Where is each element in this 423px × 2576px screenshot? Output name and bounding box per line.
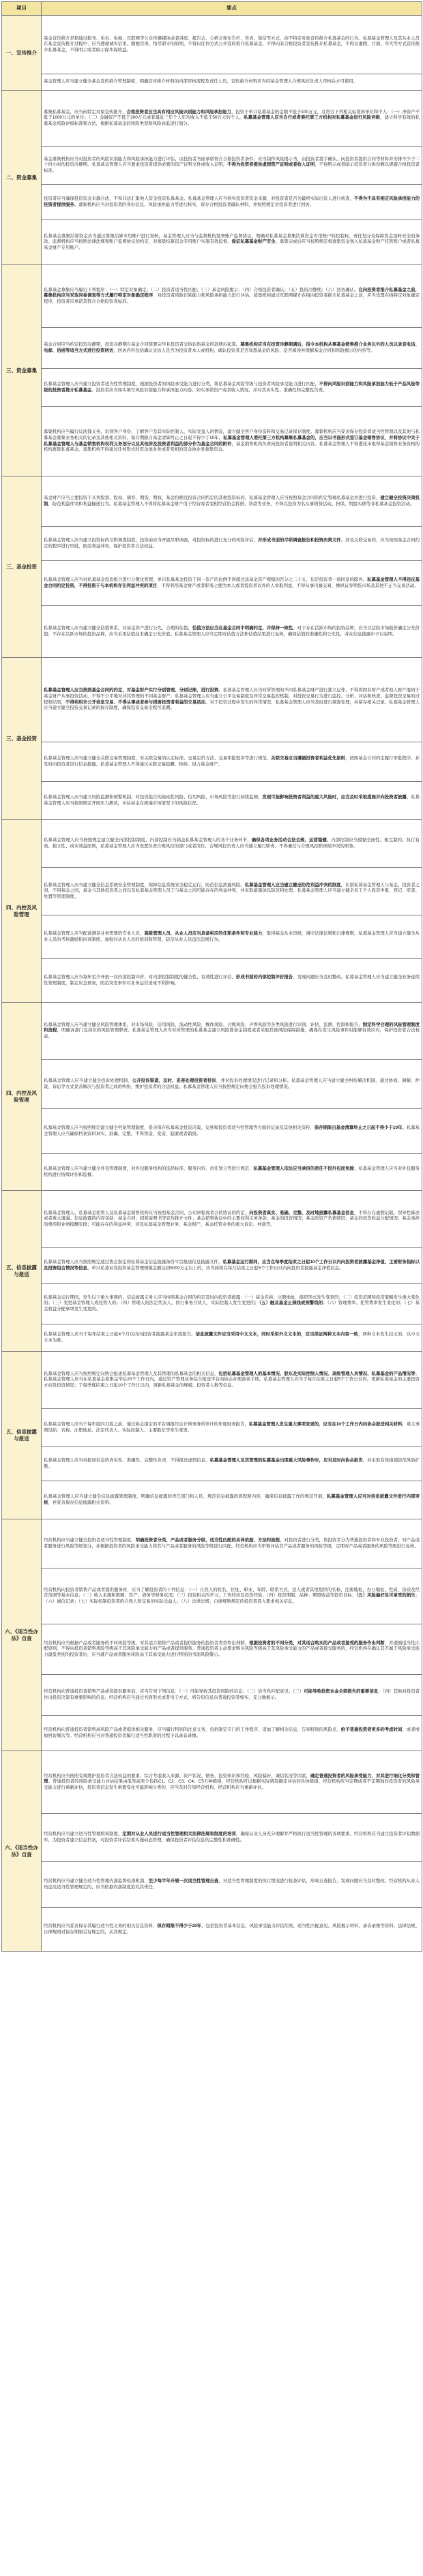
- requirement-text: 私募基金管理人应当建立健全风险管理体系，对市场风险、信用风险、流动性风险、操作风险、合规风险、声誉风险等各类风险进行识别、评估、监测、控制和报告，制定科学合理的风险管理制度和流程，明确各部门及岗位的风险管理职责。私募基金管理人应当对所管理的私募基金建立风险准备金制度或者采取其他风险保障措施，确保在发生风险事件时能够有效应对，保护投资者合法权益。: [42, 1003, 422, 1060]
- requirement-text: 私募基金管理人应当按照基金合同的约定，对基金财产实行分别管理、分别记账，进行投资。私募基金管理人应当对所管理的不同私募基金财产进行独立运作，不得将固有财产或者他人财产混同于基金财产从事投资活动，不得不公平地对待其管理的不同基金财产。私募基金管理人应当建立公平交易制度及异常交易监控机制，对投资交易行为进行监控、分析、评估和核查，监督投资交易的过程和结果，不得利用未公开信息交易、不得从事或者参与损害投资者利益的交易活动。对于投资过程中发生的异常情况，私募基金管理人应当及时进行调查处理，并留存相关记录。私募基金管理人应当建立健全投资交易记录的保存制度，确保投资交易全程可追溯。: [42, 658, 422, 742]
- requirement-text: 私募基金管理人应当建立健全投诉处理机制，公开投诉渠道，及时、妥善处理投资者投诉，并对投诉处理情况进行记录和分析。私募基金管理人应当建立健全纠纷解决机制，通过协商、调解、仲裁、诉讼等方式妥善解决与投资者之间的纠纷，维护投资者的合法权益。私募基金管理人应当按照规定向协会报告投诉处理情况。: [42, 1060, 422, 1109]
- requirement-text: 基金合同应当约定投资冷静期，投资冷静期自基金合同签署完毕且投资者交纳认购基金的款项后起算。募集机构应当在投资冷静期满后，指令本机构从事基金销售推介业务以外的人员以录音电话、电邮、信函等适当方式进行投资回访，回访内容包括确认受访人是否为投资者本人或机构，确认投资者是否知悉基金的风险、是否阅读并理解基金合同和风险揭示的内容等。: [42, 328, 422, 369]
- table-row: [2, 1003, 422, 1060]
- table-row: [2, 1248, 422, 1284]
- requirement-text: 基金管理人应当建立健全基金宣传推介管理制度，明确宣传推介材料的内部审核流程及责任人员，宣传推介材料应当经基金管理人合规风控负责人审核后方可使用。: [42, 74, 422, 91]
- table-row: [2, 1191, 422, 1248]
- table-row: [2, 1284, 422, 1324]
- section-label: 四、内控及风险管理: [2, 820, 42, 1003]
- requirement-text: 基金宣传推介是指通过报刊、电台、电视、互联网等公众传播媒体或者讲座、报告会、分析会和布告栏、传真、短信等方式，向不特定对象宣传推介私募基金的行为。私募基金管理人及其从业人员在基金宣传推介过程中，应当遵循诚实信用、勤勉尽责、恪尽职守的原则，不得以任何方式公开宣传推介私募基金，不得向非合格投资者宣传推介私募基金，不得以虚假、片面、夸大等方式宣传推介私募基金，不得明示或者暗示保本保收益。: [42, 16, 422, 74]
- section-label: 四、内控及风险管理: [2, 1003, 42, 1191]
- column-header-item: 项目: [2, 2, 42, 16]
- requirement-text: 经营机构应当按照有效维护投资者合法权益的要求，综合考虑收入来源、资产状况、债务、投资知识和经验、风险偏好、诚信状况等因素，确定普通投资者的风险承受能力，对其进行细化分类和管理。普通投资者的风险承受能力评估结果由低至高至少包括C1、C2、C3、C4、C5五种级别，经营机构可以根据实际情况确定评估的具体级别。经营机构应当定期或者不定期地对投资者的风险承受能力进行重新评估，投资者信息发生重要变化可能影响分类的，应当及时告知经营机构，经营机构应当重新评估。: [42, 1751, 422, 1814]
- requirement-text: 私募基金管理人应当于每年度四月底之前，通过协会指定的平台填报经会计师事务所审计的年度财务报告，私募基金管理人发生重大事项变更的，应当在10个工作日内向协会报送相关材料，重大事项包括：名称、注册地址、法定代表人、实际控制人、主要股东等发生变更。: [42, 1409, 422, 1447]
- section-label: 二、资金募集: [2, 91, 42, 265]
- section-label: 三、基金投资: [2, 476, 42, 658]
- requirement-text: 基金募集机构应当对投资者的风险识别能力和风险承担能力进行评估，由投资者书面承诺符合合格投资者条件；应当制作风险揭示书，由投资者签字确认。向投资者提供合同等材料并安排不少于二十四小时的投资冷静期。私募基金管理人应当要求投资者提供必要的资产证明文件或收入证明，不得为投资者提供虚假资产证明或者收入证明，不得明示或者暗示投资者分拆份额以规避合格投资者标准。: [42, 147, 422, 185]
- requirement-text: 募集机构应当履行反洗钱义务，识别客户身份，了解客户及其实际控制人、实际受益人的情况，建立健全客户身份资料和交易记录保存制度。募集机构应当妥善保存投资者适当性管理以及其他与私募基金募集业务相关的记录及其他相关资料，保存期限自基金清算终止之日起不得少于10年。私募基金管理人委托第三方机构募集私募基金的，应当以书面形式签订基金销售协议，并将协议中关于私募基金管理人与基金销售机构权利义务划分以及其他涉及投资者利益的部分作为基金合同的附件，基金销售机构负责向投资者说明相关内容。私募基金管理人不得委托未取得基金销售业务资格的机构募集私募基金。募集机构不得通过任何形式的资金池业务或者变相的资金池业务募集资金。: [42, 407, 422, 476]
- table-row: [2, 476, 422, 527]
- table-row: [2, 1481, 422, 1519]
- section-label: 三、资金募集: [2, 265, 42, 476]
- section-label: 一、宣传推介: [2, 16, 42, 91]
- table-row: [2, 1569, 422, 1624]
- table-body: [2, 16, 422, 1952]
- requirement-text: 私募基金管理人应当按照规定向协会报送私募基金管理人及其管理的私募基金的相关信息，包括私募基金管理人的基本情况、股东及实际控制人情况、高级管理人员情况、私募基金的产品情况等。私募基金管理人应当在私募基金募集完毕后20个工作日内，通过资产管理业务综合报送平台向协会办理备案手续。私募基金管理人应当于每月结束之日起5个工作日以内，更新私募基金的主要投资方向及投资情况；于每季度结束之日起10个工作日以内，更新私募基金的规模、投资者人数等信息。: [42, 1352, 422, 1409]
- table-row: [2, 1519, 422, 1569]
- table-row: [2, 185, 422, 220]
- table-row: [2, 74, 422, 91]
- checklist-sheet: [0, 1, 423, 2576]
- table-row: [2, 1447, 422, 1481]
- requirement-text: 私募基金管理人应当对报送信息的真实性、准确性、完整性负责，不得报送虚假信息。私募基金管理人及其管理的私募基金出现重大风险事件时，应当及时向协会报告，并采取有效措施防范风险扩散。: [42, 1447, 422, 1481]
- requirement-text: 私募基金管理人应当建立健全信息系统安全管理制度，保障信息系统安全稳定运行，防范信息泄露风险。私募基金管理人应当建立健全防范利益冲突的制度，识别私募基金管理人与基金、投资者之间，不同基金之间，基金与其他投资者之间以及私募基金管理人员工与基金之间可能存在的利益冲突，并采取措施加以防范和处理。私募基金管理人应当建立健全员工个人投资申报、登记、审查、处置等管理制度。: [42, 868, 422, 915]
- requirement-text: 经营机构向投资者销售产品或者提供服务时，应当了解投资者的下列信息：（一）自然人的姓名、住址、职业、年龄、联系方式，法人或者其他组织的名称、注册地址、办公地址、性质、资质及经营范围等基本信息；（二）收入来源和数额、资产、债务等财务状况；（三）投资相关的学习、工作经历及投资经验；（四）投资期限、品种、期望收益等投资目标；（五）风险偏好及可承受的损失；（六）诚信记录；（七）实际控制投资者的自然人和交易的实际受益人；（八）法律法规、自律规则规定的投资者准入要求相关信息。: [42, 1569, 422, 1624]
- table-row: [2, 1324, 422, 1352]
- requirement-text: 私募基金管理人应当对私募基金投资组合进行分散化管理，单只私募基金投资于同一资产的比例不得超过该基金资产规模的百分之二十五，但是投资者一致同意的除外。私募基金管理人不得违反基金合同约定投资，不得投资于与本机构存在利益冲突的项目，不得利用基金财产或者职务之便为本人或者投资者以外的人牟取利益，不得从事内幕交易、操纵证券期货市场及其他不正当交易活动。: [42, 561, 422, 606]
- requirement-text: 私募基金管理人应当建立健全估值体系，对基金资产进行公允、合理的估值，估值方法应当在基金合同中明确约定，并保持一致性。对于存在活跃市场的投资品种，应当以活跃市场报价确定公允价值；不存在活跃市场的投资品种，应当采用估值技术确定公允价值。私募基金管理人应当定期对估值方法和估值结果进行复核，确保估值的准确性和公允性，并在信息披露中予以说明。: [42, 606, 422, 658]
- column-header-requirement: 要点: [42, 2, 422, 16]
- requirement-text: 私募基金管理人应当按照规定建立健全档案管理制度，妥善保存私募基金投资决策、交易和投资者适当性管理等方面的记录及其他相关资料，保存期限自基金清算终止之日起不得少于10年。私募基金管理人应当确保档案资料真实、准确、完整，不得伪造、变造、隐匿或者销毁。: [42, 1109, 422, 1154]
- requirement-text: 私募基金管理人应当建立风险监测和预警机制，对投资组合的流动性风险、信用风险、市场风险等进行持续监测，发现可能影响投资者利益的重大风险时，应当及时采取措施并向投资者披露。私募基金管理人应当按照规定开展压力测试，评估基金在极端市场情况下的风险状况。: [42, 782, 422, 820]
- requirement-text: 经营机构向普通投资者销售产品或者提供服务前，应当告知下列信息：（一）可能导致其投资风险的信息；（二）适当性匹配意见；（三）可能导致投资本金全部损失的重要信息；（四）其他对投资者作出投资决策有重要影响的信息。经营机构应当通过书面形式或者电子方式，将告知信息向普通投资者如实、充分地揭示。: [42, 1675, 422, 1716]
- section-label: 五、信息披露与报送: [2, 1352, 42, 1519]
- requirement-text: 基金财产应当主要投资于买卖股票、股权、债券、期货、期权、基金份额及投资合同约定的其他投资标的，私募基金管理人应当按照基金合同的约定管理私募基金并进行投资，建立健全投资决策机制，防范利益冲突和利益输送行为。私募基金管理人不得将私募基金财产用于经营或者变相经营资金拆借、贷款等业务，不得以投资为名从事借贷活动、担保、明股实债等非私募基金投资活动。: [42, 476, 422, 527]
- requirement-text: 经营机构应当根据产品或者服务的不同风险等级，对其适合销售产品或者提供服务的投资者类型作出判断，根据投资者的不同分类，对其适合购买的产品或者接受的服务作出判断，并遵循适当性匹配原则，不得向投资者销售风险等级高于其风险承受能力的产品或者提供服务。普通投资者主动要求购买风险等级高于其风险承受能力的产品或者接受服务的，经营机构在确认其不属于风险承受能力最低类别的投资者后，应当就产品或者服务风险高于其承受能力进行特别的书面风险警示。: [42, 1624, 422, 1675]
- table-row: [2, 16, 422, 74]
- table-row: [2, 328, 422, 369]
- table-row: [2, 1060, 422, 1109]
- requirement-text: 私募基金管理人、私募基金托管人及私募基金销售机构应当按照基金合同、公司章程或者合伙协议的约定，向投资者真实、准确、完整、及时地披露私募基金信息，不得存在虚假记载、误导性陈述或者重大遗漏。信息披露的内容包括：基金合同；招募说明书等宣传推介文件；基金销售协议中的主要权利义务条款；基金的投资情况；基金的资产负债情况；基金的投资收益分配情况；基金承担的费用和业绩报酬安排；可能存在的利益冲突；涉及私募基金管理业务、基金财产、基金托管业务的重大诉讼、仲裁等。: [42, 1191, 422, 1248]
- section-label: 五、信息披露与报送: [2, 1191, 42, 1352]
- table-row: [2, 369, 422, 407]
- table-row: [2, 220, 422, 265]
- table-row: [2, 527, 422, 561]
- table-row: [2, 91, 422, 147]
- requirement-text: 私募基金管理人应当建立健全外包管理制度，对外包服务机构的选择标准、服务内容、责任划分等进行规范，私募基金管理人依法应当承担的责任不因外包而免除。私募基金管理人应当对外包服务机构进行持续评估和监督。: [42, 1154, 422, 1191]
- table-row: [2, 1109, 422, 1154]
- requirement-text: 经营机构应当建立健全投资者适当性管理制度，明确投资者分类、产品或者服务分级、适当性匹配的具体依据、方法和流程，对投资者进行分类，将投资者分为普通投资者和专业投资者，对产品或者服务进行风险等级划分，并根据投资者的风险承受能力将其与产品或者服务的风险等级进行匹配。经营机构应当审慎评估其产品或者服务的风险等级，定期对产品或者服务的风险等级进行复核。: [42, 1519, 422, 1569]
- requirement-text: 经营机构应当妥善保存其履行适当性义务的相关信息资料，保存期限不得少于20年，包括投资者基本信息、风险承受能力评估结果、适当性匹配意见、风险揭示材料、录音录像等资料。法律法规、自律规则对保存期限另有规定的，从其规定。: [42, 1908, 422, 1952]
- section-label: 六、《适当性办法》自查: [2, 1519, 42, 1751]
- requirement-text: 私募基金募集结算资金应当通过募集结算专用账户进行划转，基金管理人应当与监督机构签署账户监督协议，明确对私募基金募集结算资金专用账户的控制权、责任划分及保障资金划转安全的条款。监督机构应当按照法律法规和账户监督协议的约定，对募集结算资金专用账户实施有效监督，保证私募基金财产安全。募集完成后应当按照规定将募集资金划入私募基金财产托管账户或者私募基金财产专用账户。: [42, 220, 422, 265]
- table-row: [2, 1352, 422, 1409]
- self-check-table: [1, 1, 422, 1952]
- requirement-text: 投资者应当确保投资资金来源合法，不得非法汇集他人资金投资私募基金。私募基金管理人应当核实投资者资金来源，对投资者是否为最终实际出资人进行核查，不得为不具有相应风险承担能力的投资者提供服务。募集机构应当对投资者的身份信息、风险承担能力等进行核实，留存合格投资者确认材料，并按照规定对投资者进行回访。: [42, 185, 422, 220]
- table-row: [2, 1908, 422, 1952]
- section-label: 三、基金投资: [2, 658, 42, 820]
- table-row: [2, 1675, 422, 1716]
- table-row: [2, 820, 422, 868]
- table-row: [2, 658, 422, 742]
- section-label: 六、《适当性办法》自查: [2, 1751, 42, 1952]
- table-row: [2, 868, 422, 915]
- table-row: [2, 1409, 422, 1447]
- table-row: [2, 1624, 422, 1675]
- requirement-text: 私募基金管理人应当建立投资标的尽职调查制度，投资前应当开展尽职调查，对投资标的进行充分的风险评估，并形成书面的尽职调查报告和投资决策文件。涉及关联交易的，应当按照基金合同约定的程序进行审批，防范利益冲突，保护投资者合法权益。: [42, 527, 422, 561]
- requirement-text: 私募基金管理人应当建立健全关联交易管理制度，对关联交易的认定标准、交易定价方法、交易审批程序等进行规范，关联交易应当遵循投资者利益优先原则，按照基金合同约定履行审批程序，并及时向投资者进行信息披露。私募基金管理人不得通过关联交易隐瞒、转移、侵占基金财产。: [42, 742, 422, 782]
- table-row: [2, 265, 422, 328]
- table-row: [2, 1751, 422, 1814]
- requirement-text: 募集私募基金，应当向特定对象宣传推介，合格投资者应当具有相应风险识别能力和风险承担能力，投资于单只私募基金的金额不低于100万元，且符合下列相关标准的单位和个人：（一）净资产不低于1000万元的单位；（二）金融资产不低于300万元或者最近三年个人年均收入不低于50万元的个人。私募基金管理人应当自行或者委托第三方机构对私募基金进行风险评级，建立科学有效的私募基金风险评级标准和方法，根据私募基金的风险类型和风险高低进行划分。: [42, 91, 422, 147]
- table-row: [2, 1716, 422, 1751]
- table-row: [2, 606, 422, 658]
- requirement-text: 经营机构应当建立健全适当性管理内部监督检查机制，至少每半年开展一次适当性管理自查，对适当性管理制度的执行情况进行检查评估，形成自查报告，发现问题应当及时整改。经营机构从业人员违反适当性管理规定的，应当依据内部制度追究其责任。: [42, 1862, 422, 1908]
- table-row: [2, 1154, 422, 1191]
- table-row: [2, 147, 422, 185]
- table-header-row: [2, 2, 422, 16]
- table-row: [2, 407, 422, 476]
- requirement-text: 经营机构应当建立适当性管理培训制度，定期对从业人员进行适当性管理相关法律法规和制度的培训，确保从业人员充分理解并严格执行适当性管理的各项要求。经营机构应当建立投资者评估数据库，为投资者建立信息档案，对投资者评估结果实施动态管理，确保投资者评估信息的完整性和准确性。: [42, 1814, 422, 1862]
- requirement-text: 私募基金管理人应当按照规定建立健全内部控制制度，内部控制应当涵盖私募基金管理人的各个业务环节，确保各项业务活动合法合规、运营稳健。内部控制应当遵循全面性、相互制约、执行有效、独立性、成本效益原则，私募基金管理人应当设置负责合规风控的部门或者岗位，合规风控负责人应当独立履行职责，不得兼任与合规风控职责相冲突的职务。: [42, 820, 422, 868]
- requirement-text: 私募基金管理人应当每年至少开展一次内部控制评价，对内部控制制度的健全性、有效性进行评估，形成书面的内部控制评价报告，发现问题应当及时整改。私募基金管理人应当建立健全业务连续性管理制度，制定应急预案，防范突发事件对业务运营造成不利影响。: [42, 959, 422, 1003]
- table-row: [2, 1862, 422, 1908]
- requirement-text: 私募基金管理人应当建立投资者适当性管理制度，根据投资者的风险承受能力进行分类，将私募基金风险等级与投资者风险承受能力进行匹配，不得向风险识别能力和风险承担能力低于产品风险等级的投资者推介私募基金。投资者应当如实填写风险识别能力和承担能力问卷，如实承诺资产或者收入情况，并对其真实性、准确性和完整性负责。: [42, 369, 422, 407]
- requirement-text: 经营机构向普通投资者销售高风险产品或者提供相关服务，应当履行特别的注意义务，包括制定专门的工作程序，追加了解相关信息，告知特别的风险点，给予普通投资者更多的考虑时间，或者增加回访频次等。经营机构应当对普通投资者履行适当性职责的过程予以录音录像。: [42, 1716, 422, 1751]
- requirement-text: 私募基金管理人应当配备满足业务需要的专业人员，高级管理人员、从业人员应当具备相应的任职条件和专业能力，取得基金从业资格，遵守法律法规和自律规则。私募基金管理人应当建立健全从业人员的考核激励和问责制度，加强对从业人员的培训和管理，防范从业人员违法违规行为。: [42, 915, 422, 959]
- requirement-text: 私募基金管理人应当于每年结束之日起4个月以内向投资者披露基金年度报告。信息披露文件应当采用中文文本，同时采用外文文本的，应当保证两种文本内容一致，两种文本发生歧义的，以中文文本为准。: [42, 1324, 422, 1352]
- table-row: [2, 782, 422, 820]
- table-row: [2, 915, 422, 959]
- requirement-text: 私募基金运行期间，发生以下重大事项的，信息披露义务人应当按照基金合同的约定及时向投资者披露：（一）基金名称、注册地址、组织形式发生变更的；（二）投资范围和投资策略发生重大变化的；（三）变更基金管理人或托管人的；（四）管理人的法定代表人、执行事务合伙人、实际控制人发生变更的；（五）触及基金止损线或预警线的；（六）管理费率、托管费率发生变化的；（七）基金收益分配事项发生变更的。: [42, 1284, 422, 1324]
- requirement-text: 私募基金管理人应当按照规定通过协会指定的私募基金信息披露备份平台报送信息披露文件，私募基金运行期间，应当在每季度结束之日起10个工作日以内向投资者披露基金净值、主要财务指标以及投资组合情况等信息。单只私募证券投资基金管理规模金额达到5000万元以上的，应当持续在每月结束之日起5个工作日以内向投资者披露基金净值信息。: [42, 1248, 422, 1284]
- requirement-text: 私募基金管理人应当建立健全信息披露管理制度，明确信息披露的责任部门和人员，规范信息披露的流程和内容，确保信息披露工作的规范开展。私募基金管理人应当对信息披露文件进行内部审核，并妥善保存信息披露相关资料。: [42, 1481, 422, 1519]
- requirement-text: 私募基金募集应当履行下列程序：（一）特定对象确定；（二）投资者适当性匹配；（三）基金风险揭示；（四）合格投资者确认；（五）投资冷静期；（六）回访确认。在向投资者推介私募基金之前，募集机构应当采取问卷调查等方式履行特定对象确定程序，对投资者风险识别能力和风险承担能力进行评估。募集机构通过互联网媒介在线向投资者推介私募基金之前，应当设置在线特定对象确定程序，投资者应承诺其符合合格投资者标准。: [42, 265, 422, 328]
- table-row: [2, 742, 422, 782]
- table-row: [2, 959, 422, 1003]
- table-row: [2, 561, 422, 606]
- table-row: [2, 1814, 422, 1862]
